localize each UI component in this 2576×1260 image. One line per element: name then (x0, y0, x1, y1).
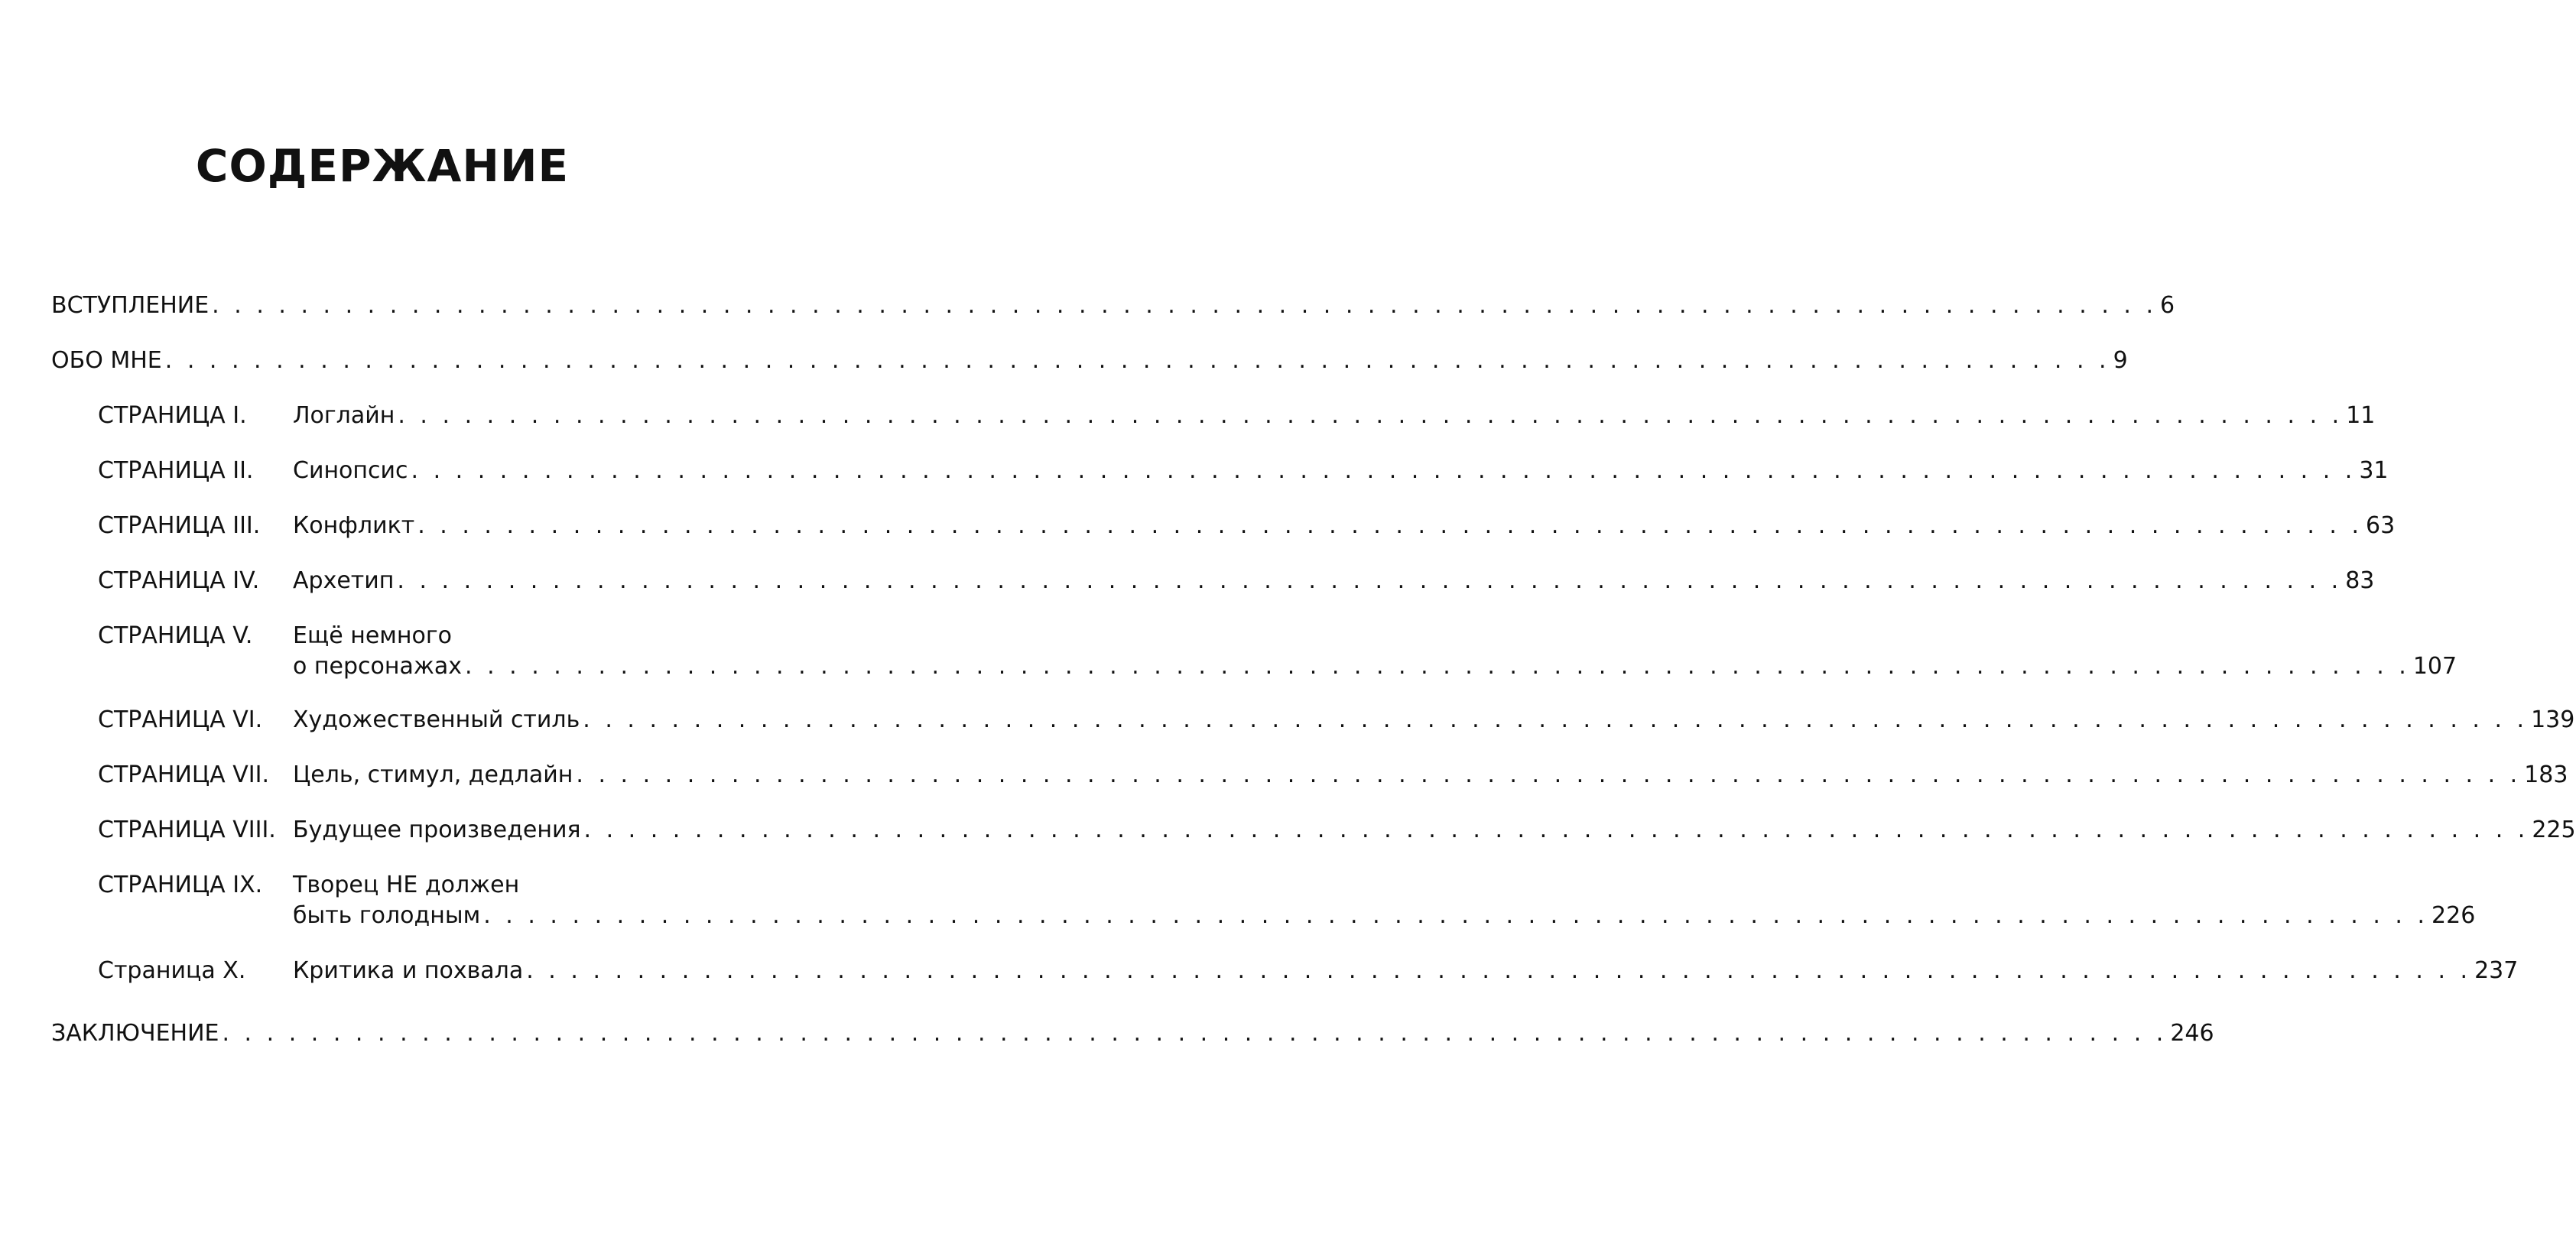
chapter-title: Ещё немного (293, 622, 452, 649)
chapter-title: Будущее произведения (293, 817, 581, 843)
toc-entry-intro (51, 291, 2175, 321)
chapter-number: СТРАНИЦА V. (98, 622, 253, 649)
dot-leader (411, 456, 2357, 486)
toc-page-number: 237 (2474, 957, 2519, 984)
chapter-number: СТРАНИЦА VIII. (98, 817, 276, 843)
chapter-title: Цель, стимул, дедлайн (293, 762, 573, 788)
chapter-title-continuation: о персонажах (293, 653, 463, 680)
toc-page-number: 139 (2531, 706, 2575, 733)
toc-page-number: 183 (2524, 762, 2568, 788)
dot-leader (584, 815, 2529, 846)
toc-page-number: 107 (2412, 653, 2457, 680)
toc-entry-label: ЗАКЛЮЧЕНИЕ (51, 1020, 219, 1047)
toc-chapter-entry (98, 956, 2519, 986)
toc-chapter-entry (98, 401, 2376, 431)
toc-chapter-entry (98, 760, 2568, 791)
dot-leader (526, 956, 2471, 986)
chapter-number: Страница X. (98, 957, 246, 984)
chapter-number: СТРАНИЦА IV. (98, 567, 260, 594)
dot-leader (576, 760, 2521, 791)
chapter-title-continuation: быть голодным (293, 902, 481, 929)
toc-chapter-entry (98, 870, 2476, 931)
toc-page-number: 31 (2359, 457, 2389, 484)
toc-entry-conclusion (51, 1018, 2214, 1049)
toc-entry-label: ВСТУПЛЕНИЕ (51, 292, 210, 319)
toc-page-number: 9 (2113, 347, 2128, 374)
chapter-number: СТРАНИЦА I. (98, 402, 247, 429)
toc-entry-label: ОБО МНЕ (51, 347, 162, 374)
chapter-title: Логлайн (293, 402, 395, 429)
toc-chapter-entry (98, 511, 2396, 541)
dot-leader (165, 346, 2110, 376)
toc-page-number: 11 (2346, 402, 2376, 429)
dot-leader (398, 401, 2343, 431)
chapter-title: Конфликт (293, 512, 415, 539)
chapter-title: Критика и похвала (293, 957, 524, 984)
chapter-title: Творец НЕ должен (293, 872, 520, 898)
chapter-number: СТРАНИЦА VII. (98, 762, 269, 788)
chapter-title: Архетип (293, 567, 395, 594)
toc-page-number: 6 (2160, 292, 2175, 319)
toc-page-number: 83 (2345, 567, 2375, 594)
dot-leader (483, 901, 2428, 931)
page-title: СОДЕРЖАНИЕ (195, 140, 570, 192)
dot-leader (465, 651, 2410, 682)
dot-leader (222, 1018, 2167, 1049)
chapter-number: СТРАНИЦА II. (98, 457, 254, 484)
chapter-number: СТРАНИЦА III. (98, 512, 261, 539)
dot-leader (397, 566, 2342, 596)
toc-page-number: 225 (2532, 817, 2576, 843)
toc-chapter-entry (98, 456, 2389, 486)
chapter-number: СТРАНИЦА IX. (98, 872, 263, 898)
dot-leader (583, 705, 2528, 736)
dot-leader (212, 291, 2157, 321)
toc-entry-about (51, 346, 2128, 376)
chapter-title: Художественный стиль (293, 706, 580, 733)
chapter-number: СТРАНИЦА VI. (98, 706, 263, 733)
toc-chapter-entry (98, 815, 2576, 846)
dot-leader (417, 511, 2363, 541)
toc-page-number: 226 (2431, 902, 2476, 929)
chapter-title: Синопсис (293, 457, 408, 484)
toc-page-number: 246 (2170, 1020, 2214, 1047)
toc-page-number: 63 (2366, 512, 2396, 539)
toc-chapter-entry (98, 621, 2457, 682)
toc-chapter-entry (98, 566, 2375, 596)
toc-chapter-entry (98, 705, 2575, 736)
